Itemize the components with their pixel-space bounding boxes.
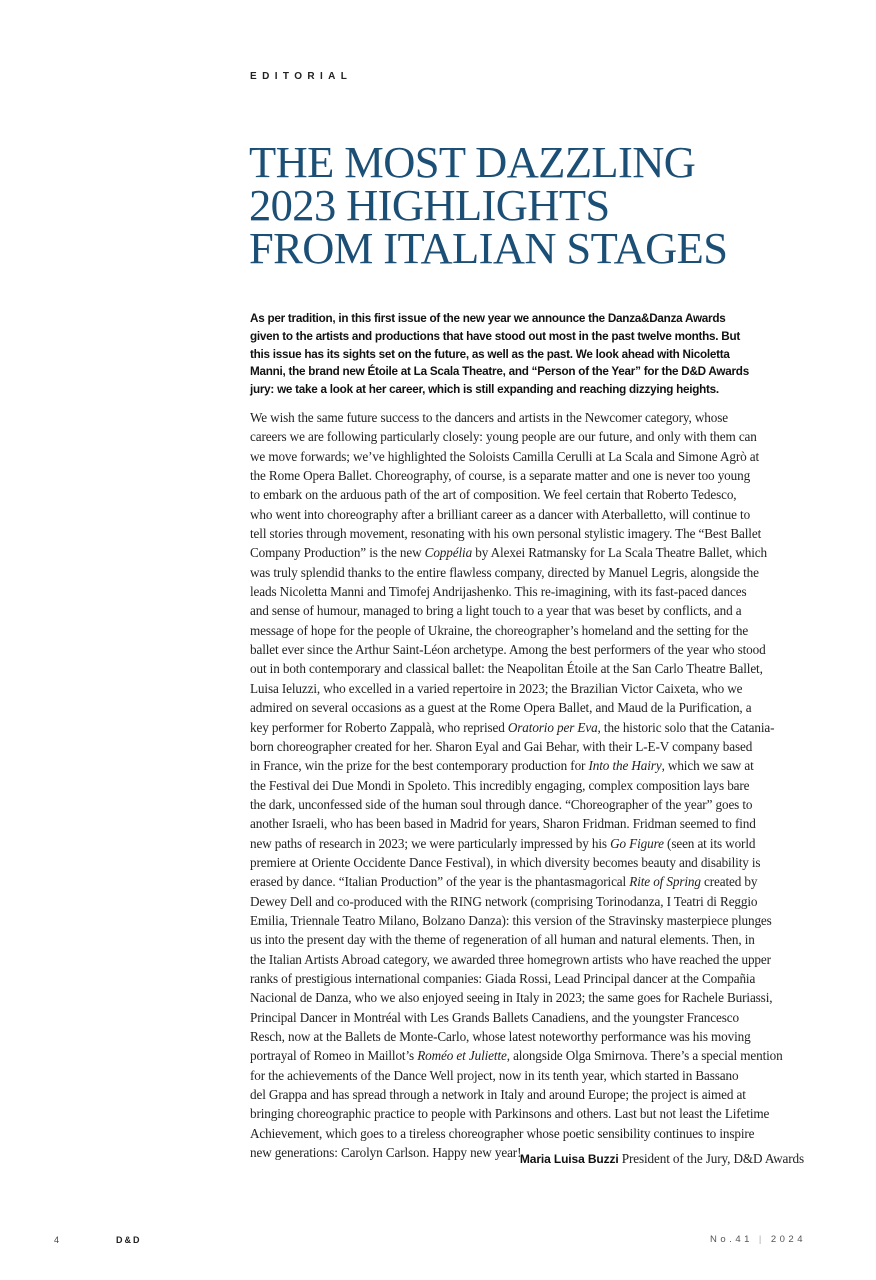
body-line: was truly splendid thanks to the entire flawless company, directed by Manuel Legris, alongside the xyxy=(250,564,759,580)
body-line: Achievement, which goes to a tireless choreographer whose poetic sensibility continues to inspire xyxy=(250,1125,755,1141)
body-line: ranks of prestigious international companies: Giada Rossi, Lead Principal dancer at the Compañia xyxy=(250,970,756,986)
text-run: , the historic solo that the Catania- xyxy=(597,719,775,735)
headline xyxy=(249,137,849,273)
body-line: us into the present day with the theme of regeneration of all human and natural elements. Then, in xyxy=(250,932,755,948)
text-run: (seen at its world xyxy=(663,835,756,851)
magazine-name: D&D xyxy=(116,1235,142,1245)
body-line: to embark on the arduous path of the art of composition. We feel certain that Roberto Tedesco, xyxy=(250,487,737,503)
body-line: the Festival dei Due Mondi in Spoleto. This incredibly engaging, complex composition lays bare xyxy=(250,777,750,793)
title-coppelia: Coppélia xyxy=(424,545,473,561)
intro-line: As per tradition, in this first issue of the new year we announce the Danza&Danza Awards xyxy=(250,312,726,325)
body-line: we move forwards; we’ve highlighted the Soloists Camilla Cerulli at La Scala and Simone Agrò at xyxy=(250,448,760,464)
body-line: premiere at Oriente Occidente Dance Festival), in which diversity becomes beauty and disability is xyxy=(250,854,761,870)
text-run: , alongside Olga Smirnova. There’s a special mention xyxy=(506,1048,783,1064)
issue-separator: | xyxy=(758,1234,765,1245)
body-text xyxy=(250,408,810,1162)
headline-line: FROM ITALIAN STAGES xyxy=(249,223,728,273)
body-line xyxy=(250,834,810,853)
body-line: another Israeli, who has been based in Madrid for years, Sharon Fridman. Fridman seemed to find xyxy=(250,816,756,832)
intro-paragraph xyxy=(250,310,810,399)
body-line: the Rome Opera Ballet. Choreography, of course, is a separate matter and one is never too young xyxy=(250,468,751,484)
body-line: born choreographer created for her. Sharon Eyal and Gai Behar, with their L-E-V company based xyxy=(250,738,753,754)
body-line: tell stories through movement, resonating with his own personal stylistic imagery. The “Best Ballet xyxy=(250,526,762,542)
body-line: Principal Dancer in Montréal with Les Grands Ballets Canadiens, and the youngster Francesco xyxy=(250,1009,739,1025)
body-line: admired on several occasions as a guest at the Rome Opera Ballet, and Maud de la Purification, a xyxy=(250,700,752,716)
body-line: bringing choreographic practice to people with Parkinsons and others. Last but not least the Lifetime xyxy=(250,1106,770,1122)
title-go-figure: Go Figure xyxy=(610,835,664,851)
intro-line: Manni, the brand new Étoile at La Scala Theatre, and “Person of the Year” for the D&D Awards xyxy=(250,365,749,379)
body-line: message of hope for the people of Ukraine, the choreographer’s homeland and the setting for the xyxy=(250,622,749,638)
section-label: EDITORIAL xyxy=(250,71,353,82)
text-run: key performer for Roberto Zappalà, who reprised xyxy=(250,719,508,735)
body-line: careers we are following particularly closely: young people are our future, and only with them can xyxy=(250,429,757,445)
intro-line: jury: we take a look at her career, which is still expanding and reaching dizzying heights. xyxy=(250,383,719,397)
title-oratorio-per-eva: Oratorio per Eva xyxy=(507,719,598,735)
text-run: erased by dance. “Italian Production” of the year is the phantasmagorical xyxy=(250,874,630,890)
signature xyxy=(520,1151,804,1167)
body-line xyxy=(250,1046,810,1065)
headline-line: THE MOST DAZZLING xyxy=(249,137,696,187)
body-line xyxy=(250,872,810,891)
body-line: Dewey Dell and co-produced with the RING network (comprising Torinodanza, I Teatri di Reggio xyxy=(250,893,758,909)
text-run: created by xyxy=(700,874,758,890)
issue-number: No.41 xyxy=(710,1234,753,1245)
title-rite-of-spring: Rite of Spring xyxy=(629,874,701,890)
body-line: Luisa Ieluzzi, who excelled in a varied repertoire in 2023; the Brazilian Victor Caixeta, who we xyxy=(250,680,743,696)
signature-name: Maria Luisa Buzzi xyxy=(519,1152,619,1166)
body-line: ballet ever since the Arthur Saint-Léon archetype. Among the best performers of the year who stood xyxy=(250,642,766,658)
body-line: who went into choreography after a brilliant career as a dancer with Aterballetto, will continue to xyxy=(250,506,751,522)
page-number: 4 xyxy=(54,1235,60,1245)
body-line xyxy=(250,718,810,737)
body-line: for the achievements of the Dance Well project, now in its tenth year, which started in Bassano xyxy=(250,1067,739,1083)
title-into-the-hairy: Into the Hairy xyxy=(588,758,662,774)
body-line xyxy=(250,756,810,775)
text-run: in France, win the prize for the best contemporary production for xyxy=(250,758,589,774)
intro-line: given to the artists and productions that have stood out most in the past twelve months. But xyxy=(250,329,740,343)
text-run: , which we saw at xyxy=(661,758,754,774)
text-run: portrayal of Romeo in Maillot’s xyxy=(250,1048,418,1064)
intro-line: this issue has its sights set on the future, as well as the past. We look ahead with Nicoletta xyxy=(250,347,730,361)
body-line: new generations: Carolyn Carlson. Happy new year! xyxy=(250,1145,522,1161)
title-romeo-et-juliette: Roméo et Juliette xyxy=(417,1048,507,1064)
body-line: Nacional de Danza, who we also enjoyed seeing in Italy in 2023; the same goes for Rachele Buriassi, xyxy=(250,990,773,1006)
body-line: Emilia, Triennale Teatro Milano, Bolzano Danza): this version of the Stravinsky masterpiece plunges xyxy=(250,912,772,928)
body-line: out in both contemporary and classical ballet: the Neapolitan Étoile at the San Carlo Theatre Ballet, xyxy=(250,661,763,677)
body-line: del Grappa and has spread through a network in Italy and around Europe; the project is aimed at xyxy=(250,1087,746,1103)
body-line xyxy=(250,543,810,562)
body-line: We wish the same future success to the dancers and artists in the Newcomer category, whose xyxy=(250,410,728,425)
issue-year: 2024 xyxy=(770,1234,806,1245)
text-run: Company Production” is the new xyxy=(250,545,425,561)
body-line: the dark, unconfessed side of the human soul through dance. “Choreographer of the year” goes to xyxy=(250,796,753,812)
text-run: new paths of research in 2023; we were particularly impressed by his xyxy=(250,835,611,851)
issue-info xyxy=(710,1234,806,1245)
body-line: leads Nicoletta Manni and Timofej Andrijashenko. This re-imagining, with its fast-paced dances xyxy=(250,584,747,600)
body-line: and sense of humour, managed to bring a light touch to a year that was beset by conflicts, and a xyxy=(250,603,742,619)
body-line: Resch, now at the Ballets de Monte-Carlo, whose latest noteworthy performance was his moving xyxy=(250,1029,751,1044)
signature-role: President of the Jury, D&D Awards xyxy=(618,1151,804,1166)
text-run: by Alexei Ratmansky for La Scala Theatre Ballet, which xyxy=(472,545,767,561)
body-line: the Italian Artists Abroad category, we awarded three homegrown artists who have reached the upper xyxy=(250,951,771,967)
headline-line: 2023 HIGHLIGHTS xyxy=(249,180,610,230)
